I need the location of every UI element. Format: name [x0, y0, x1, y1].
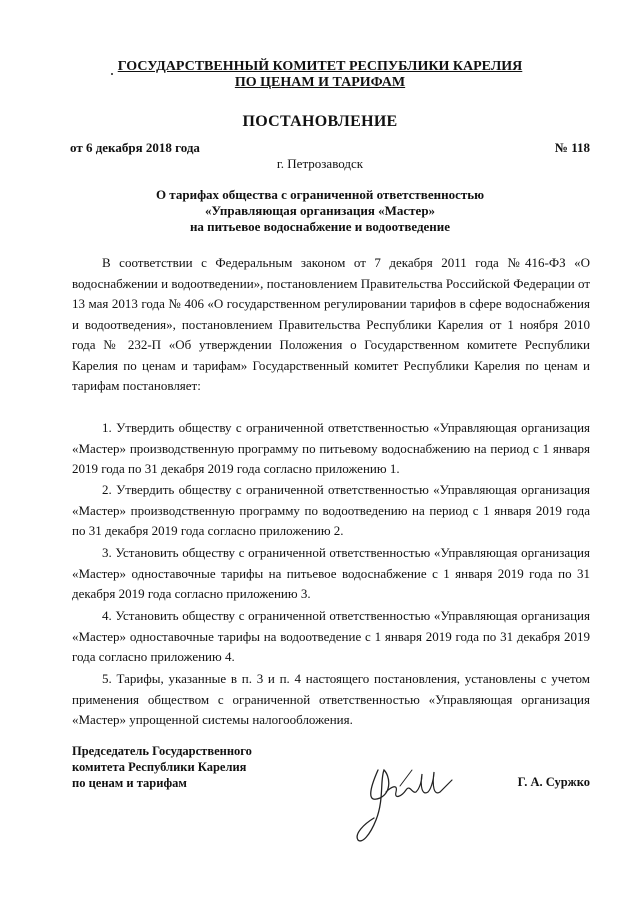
- subject-line: «Управляющая организация «Мастер»: [204, 203, 436, 218]
- issuer-line-2: ПО ЦЕНАМ И ТАРИФАМ: [234, 75, 406, 90]
- clause-2: 2. Утвердить обществу с ограниченной ответственностью «Управляющая организация «Мастер» производственную программу по водоотведению на период с 1 января 2019 года по 31 декабря 2019 года согласно приложению 2.: [72, 482, 590, 538]
- subject-line: О тарифах общества с ограниченной ответственностью: [155, 187, 485, 202]
- issuer-line-1: ГОСУДАРСТВЕННЫЙ КОМИТЕТ РЕСПУБЛИКИ КАРЕЛИЯ: [117, 59, 523, 74]
- signatory-position-line: Председатель Государственного: [72, 744, 252, 758]
- document-date: от 6 декабря 2018 года: [70, 140, 200, 155]
- signatory-name: Г. А. Суржко: [517, 775, 590, 789]
- handwritten-signature: [340, 740, 470, 850]
- signatory-position-line: комитета Республики Карелия: [72, 760, 247, 774]
- document-city: г. Петрозаводск: [276, 156, 364, 171]
- subject-line: на питьевое водоснабжение и водоотведение: [189, 219, 451, 234]
- document-number: № 118: [554, 140, 590, 155]
- clause-3: 3. Установить обществу с ограниченной ответственностью «Управляющая организация «Мастер» одноставочные тарифы на питьевое водоснабжение с 1 января 2019 года по 31 декабря 2019 года согласно приложению 3.: [72, 545, 590, 601]
- document-title: ПОСТАНОВЛЕНИЕ: [242, 113, 398, 130]
- signatory-position: [72, 743, 252, 791]
- signatory-position-line: по ценам и тарифам: [72, 776, 187, 790]
- document-subject: [0, 187, 640, 235]
- preamble-paragraph: В соответствии с Федеральным законом от 7 декабря 2011 года №416-ФЗ «О водоснабжении и водоотведении», постановлением Правительства Российской Федерации от 13 мая 2013 года № 406 «О государственном регулировании тарифов в сфере водоснабжения и водоотведения», постановлением Правительства Республики Карелия от 1 ноября 2010 года № 232-П «Об утверждении Положения о Государственном комитете Республики Карелия по ценам и тарифам» Государственный комитет Республики Карелия по ценам и тарифам постановляет:: [72, 255, 590, 393]
- clause-1: 1. Утвердить обществу с ограниченной ответственностью «Управляющая организация «Мастер» производственную программу по питьевому водоснабжению на период с 1 января 2019 года по 31 декабря 2019 года согласно приложению 1.: [72, 420, 590, 476]
- clause-4: 4. Установить обществу с ограниченной ответственностью «Управляющая организация «Мастер» одноставочные тарифы на водоотведение с 1 января 2019 года по 31 декабря 2019 года согласно приложению 4.: [72, 608, 590, 664]
- clause-5: 5. Тарифы, указанные в п. 3 и п. 4 настоящего постановления, установлены с учетом применения обществом с ограниченной ответственностью «Управляющая организация «Мастер» упрощенной системы налогообложения.: [72, 671, 590, 727]
